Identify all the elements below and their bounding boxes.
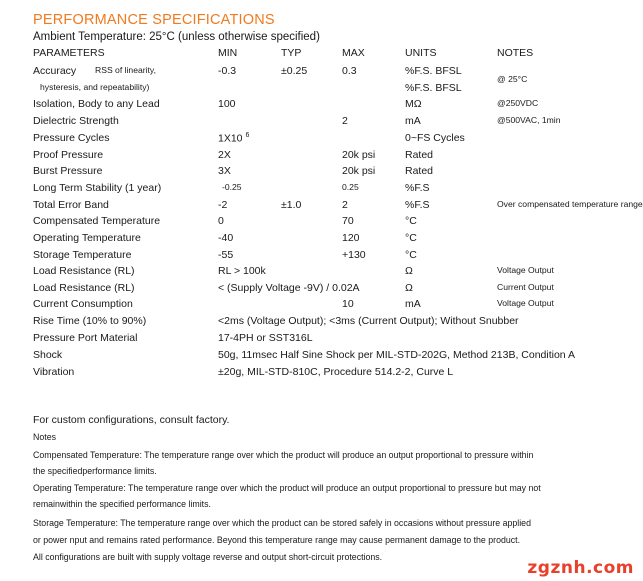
spec-max: 0.3 [342,65,357,77]
spec-max: 70 [342,215,354,227]
spec-units: %F.S [405,182,430,194]
spec-min: 2X [218,149,231,161]
spec-param: Pressure Cycles [33,132,110,144]
spec-notes: @ 25°C [497,74,528,84]
spec-min: <2ms (Voltage Output); <3ms (Current Output); Without Snubber [218,315,519,327]
spec-param: Load Resistance (RL) [33,282,135,294]
spec-min: -2 [218,199,228,211]
spec-param: Pressure Port Material [33,332,138,344]
spec-units: Rated [405,149,434,161]
spec-min: -55 [218,249,234,261]
spec-min: RL > 100k [218,265,266,277]
spec-units: Ω [405,282,413,294]
spec-notes: @500VAC, 1min [497,115,561,125]
spec-min: 0 [218,215,224,227]
spec-min: 50g, 11msec Half Sine Shock per MIL-STD-202G, Method 213B, Condition A [218,349,575,361]
spec-notes: @250VDC [497,98,539,108]
spec-min: -40 [218,232,234,244]
custom-config-note: For custom configurations, consult factory. [33,414,230,426]
spec-typ: ±1.0 [281,199,302,211]
spec-min: 17-4PH or SST316L [218,332,313,344]
spec-notes: Current Output [497,282,554,292]
notes-heading: Notes [33,432,56,442]
header-units: UNITS [405,47,437,59]
exponent: 6 [245,132,250,139]
spec-min: ±20g, MIL-STD-810C, Procedure 514.2-2, Curve L [218,366,454,378]
spec-max: 0.25 [342,182,359,192]
spec-notes: Voltage Output [497,298,554,308]
spec-units: mA [405,115,421,127]
spec-units: %F.S. BFSL [405,65,462,77]
spec-param: Load Resistance (RL) [33,265,135,277]
spec-units: %F.S [405,199,430,211]
spec-units: °C [405,232,417,244]
spec-param: Shock [33,349,63,361]
spec-min: < (Supply Voltage -9V) / 0.02A [218,282,360,294]
note-line: Compensated Temperature: The temperature range over which the product will produce an output proportional to pressure within [33,450,534,460]
spec-param: Compensated Temperature [33,215,161,227]
spec-param: Vibration [33,366,75,378]
spec-min: -0.3 [218,65,237,77]
spec-param: Long Term Stability (1 year) [33,182,162,194]
note-line: All configurations are built with supply voltage reverse and output short-circuit protections. [33,552,383,562]
spec-param: Isolation, Body to any Lead [33,98,160,110]
spec-min: 3X [218,165,231,177]
watermark: zgznh.com [527,558,634,578]
spec-units: mA [405,298,421,310]
note-line: Operating Temperature: The temperature range over which the product will produce an output proportional to pressure but may not [33,483,541,493]
spec-min: -0.25 [222,182,242,192]
spec-param: Dielectric Strength [33,115,119,127]
spec-max: 120 [342,232,360,244]
spec-param: Current Consumption [33,298,133,310]
spec-param: Total Error Band [33,199,109,211]
spec-units: MΩ [405,98,422,110]
spec-units: °C [405,215,417,227]
note-line: remainwithin the specified performance limits. [33,499,211,509]
header-min: MIN [218,47,238,59]
spec-param_note: hysteresis, and repeatability) [40,82,150,92]
spec-notes: Over compensated temperature range [497,199,643,209]
spec-param_note: RSS of linearity, [95,65,156,75]
spec-units: °C [405,249,417,261]
spec-param: Operating Temperature [33,232,141,244]
page-title: PERFORMANCE SPECIFICATIONS [33,12,275,28]
spec-max: 2 [342,199,348,211]
note-line: or power nput and remains rated performance. Beyond this temperature range may cause permanent damage to the product. [33,535,521,545]
spec-units: Rated [405,165,434,177]
note-line: Storage Temperature: The temperature range over which the product can be stored safely in occasions without pressure applied [33,518,531,528]
spec-notes: Voltage Output [497,265,554,275]
spec-param: Storage Temperature [33,249,132,261]
spec-param: Proof Pressure [33,149,104,161]
spec-units: %F.S. BFSL [405,82,462,94]
spec-max: +130 [342,249,366,261]
note-line: the specifiedperformance limits. [33,466,157,476]
spec-units: 0~FS Cycles [405,132,465,144]
header-typ: TYP [281,47,302,59]
spec-max: 10 [342,298,354,310]
spec-max: 20k psi [342,165,376,177]
spec-units: Ω [405,265,413,277]
spec-max: 20k psi [342,149,376,161]
spec-max: 2 [342,115,348,127]
spec-param: Accuracy [33,65,77,77]
spec-typ: ±0.25 [281,65,308,77]
ambient-subtitle: Ambient Temperature: 25°C (unless otherwise specified) [33,31,320,43]
spec-min: 100 [218,98,236,110]
spec-param: Rise Time (10% to 90%) [33,315,147,327]
header-parameters: PARAMETERS [33,47,105,59]
spec-min: 1X10 $^6$ [218,132,250,145]
header-notes: NOTES [497,47,534,59]
spec-param: Burst Pressure [33,165,103,177]
header-max: MAX [342,47,365,59]
